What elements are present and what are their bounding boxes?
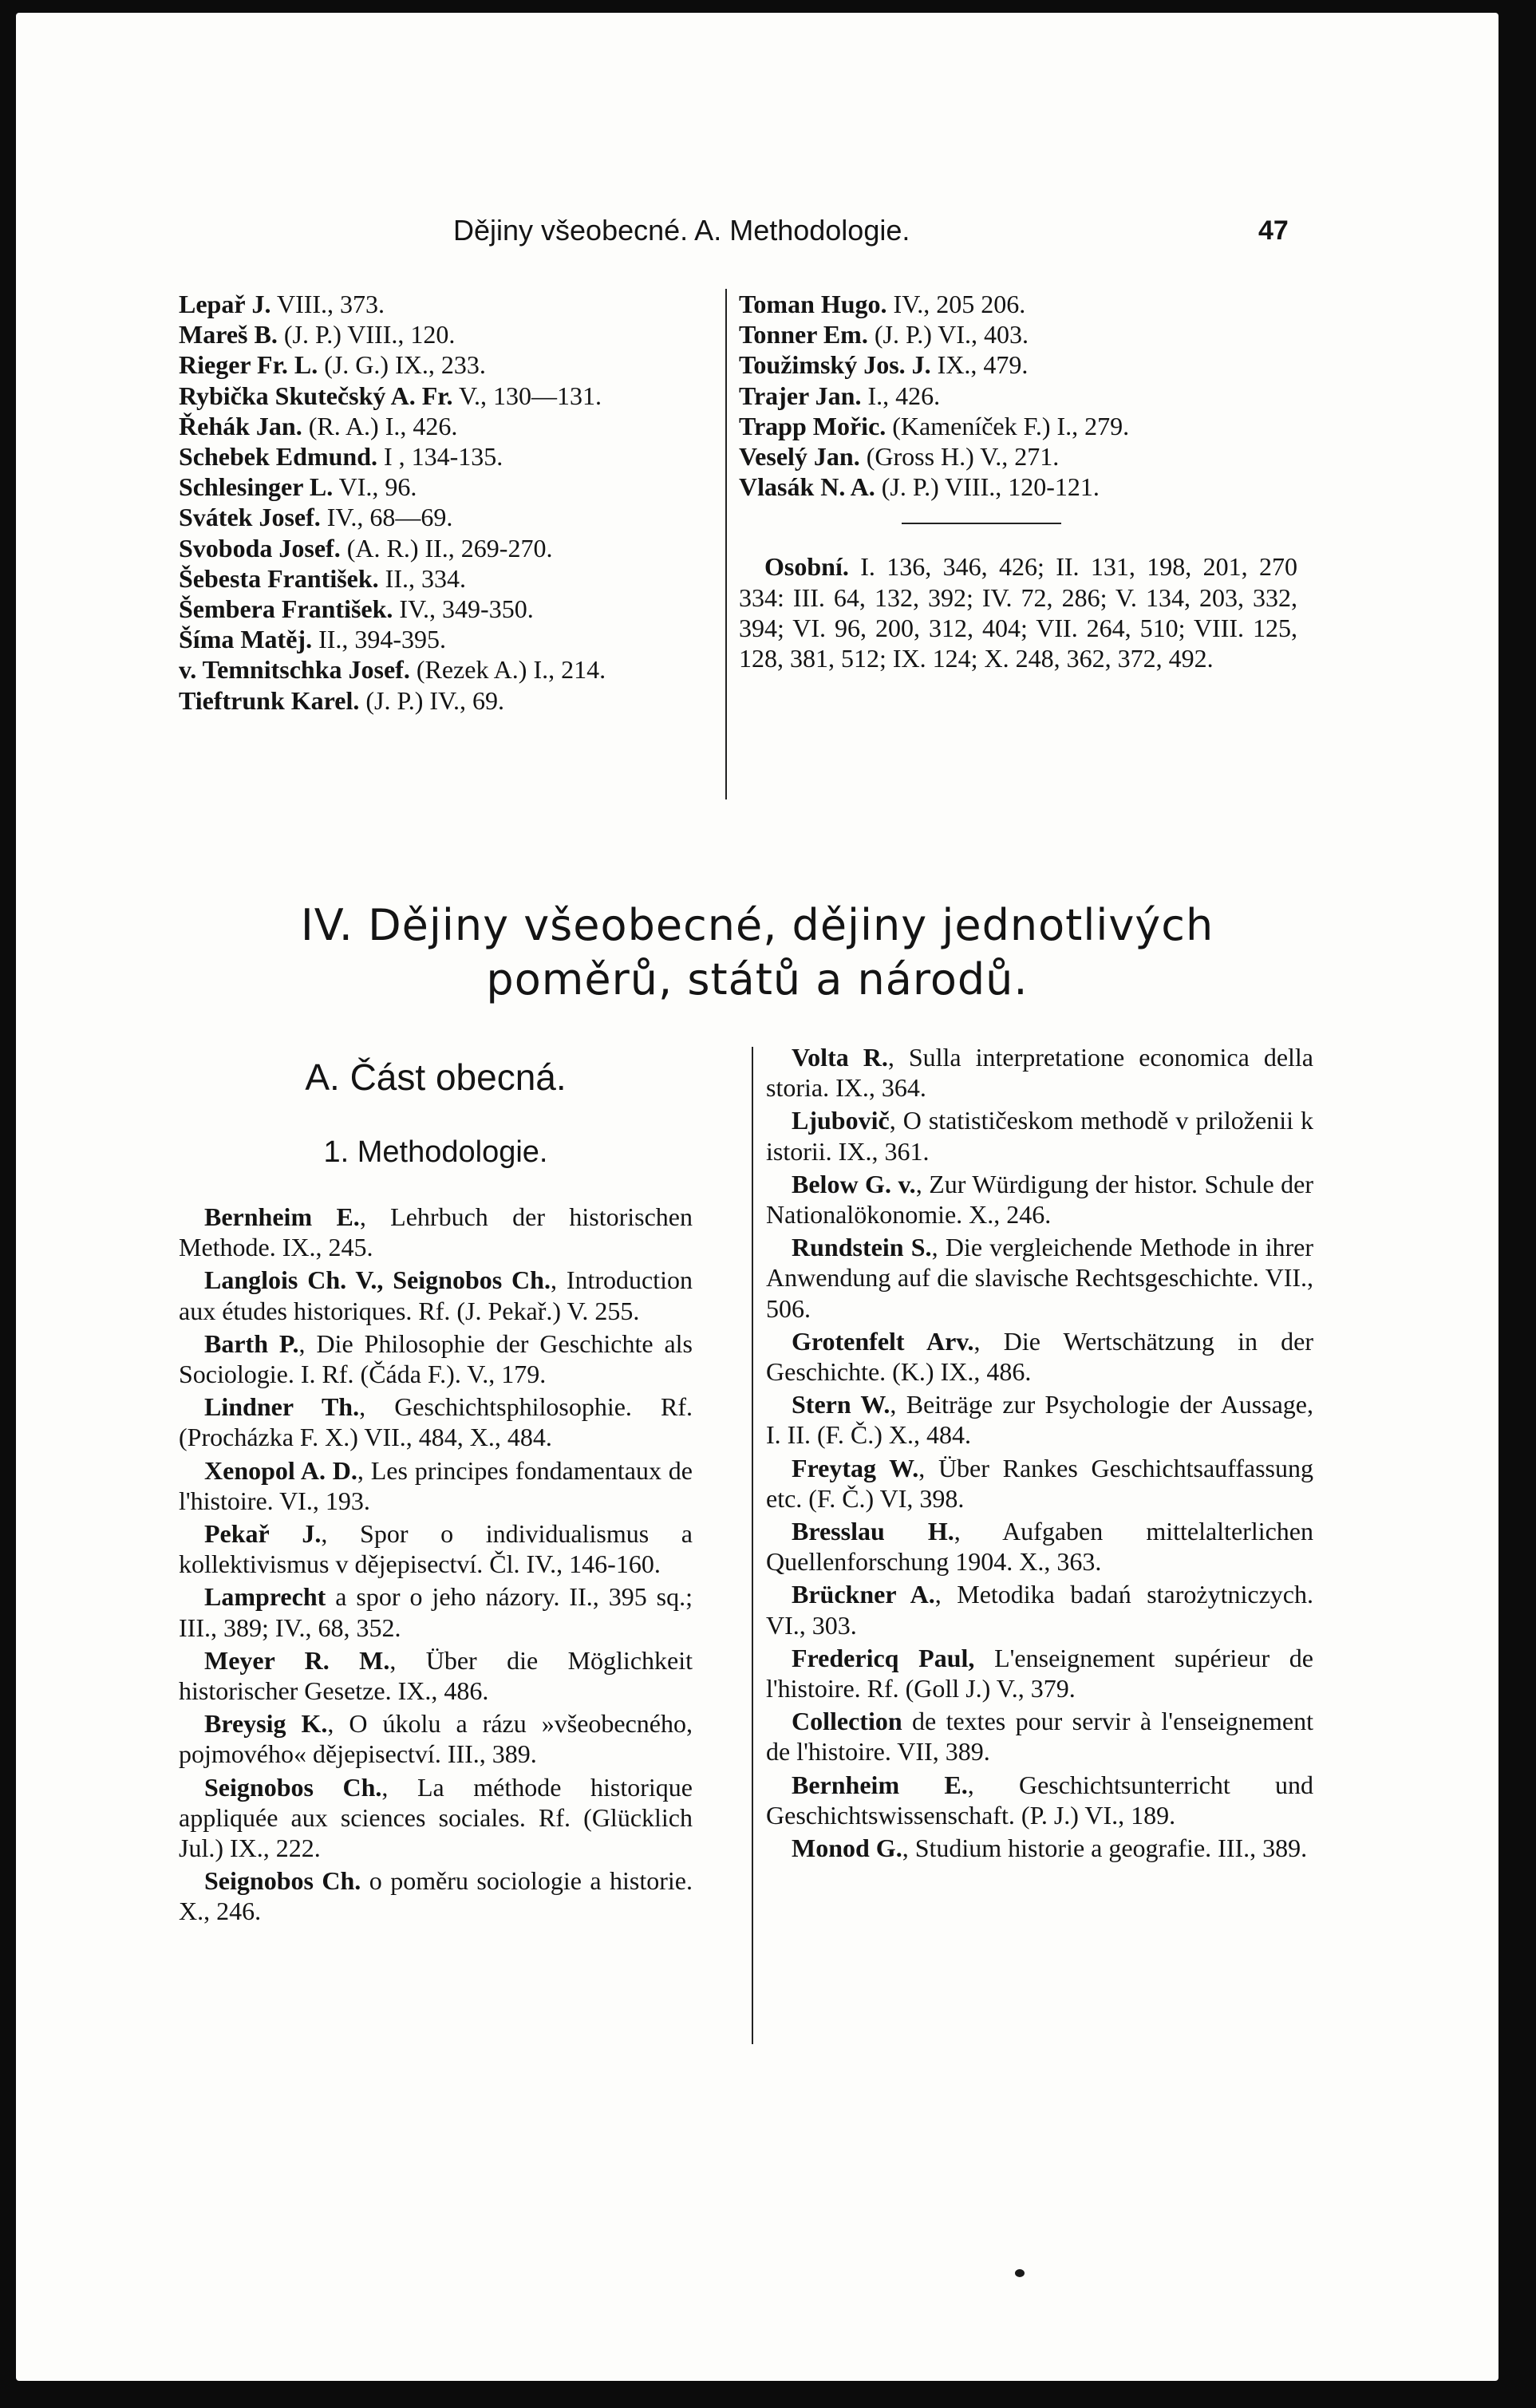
index-entry xyxy=(739,289,1297,319)
entry-details: (Kameníček F.) I., 279. xyxy=(886,411,1130,440)
entry-author: Vlasák N. A. xyxy=(739,472,875,502)
entry-author: Seignobos Ch. xyxy=(204,1866,361,1896)
bibliography-entry xyxy=(179,1708,693,1769)
entry-details: VI., 96. xyxy=(333,472,417,502)
sub-heading: 1. Methodologie. xyxy=(323,1135,548,1169)
entry-author: v. Temnitschka Josef. xyxy=(179,655,410,685)
part-heading: A. Část obecná. xyxy=(305,1056,567,1098)
entry-details: de textes pour servir à l'enseignement de l'histoire. VII, 389. xyxy=(766,1707,1313,1767)
entry-details: , Über die Möglichkeit historischer Gesetze. IX., 486. xyxy=(179,1645,693,1706)
entry-details: , Introduction aux études historiques. Rf. (J. Pekař.) V. 255. xyxy=(179,1265,693,1325)
entry-author: Lepař J. xyxy=(179,290,271,318)
entry-author: Grotenfelt Arv. xyxy=(792,1326,974,1356)
entry-author: Stern W. xyxy=(792,1390,890,1419)
entry-details: (J. P.) VI., 403. xyxy=(867,320,1029,349)
entry-author: Toužimský Jos. J. xyxy=(739,350,931,380)
index-entry xyxy=(179,441,693,472)
section-title-line-2: poměrů, států a národů. xyxy=(486,954,1029,1005)
bibliography-entry xyxy=(766,1770,1313,1830)
bibliography-entry xyxy=(179,1645,693,1706)
entry-author: Breysig K. xyxy=(204,1709,328,1739)
entry-author: Collection xyxy=(792,1707,902,1736)
entry-author: Xenopol A. D. xyxy=(204,1455,357,1485)
index-column-right xyxy=(739,289,1297,673)
index-entry xyxy=(179,654,693,685)
index-entry xyxy=(739,349,1297,380)
entry-author: Rieger Fr. L. xyxy=(179,350,318,380)
bibliography-entry xyxy=(766,1706,1313,1767)
page-number: 47 xyxy=(1258,215,1289,246)
entry-author: Ljubovič xyxy=(792,1106,890,1135)
index-entry xyxy=(179,533,693,563)
index-entry xyxy=(739,472,1297,502)
index-entry xyxy=(179,594,693,624)
entry-author: Fredericq Paul, xyxy=(792,1643,975,1672)
entry-details: , Aufgaben mittelalterlichen Quellenforschung 1904. X., 363. xyxy=(766,1517,1314,1577)
entry-details: , Sulla interpretatione economica della storia. IX., 364. xyxy=(766,1043,1314,1103)
entry-author: Šembera František. xyxy=(179,594,393,624)
entry-author: Meyer R. M. xyxy=(204,1645,390,1675)
index-entry xyxy=(739,319,1297,349)
entry-author: Pekař J. xyxy=(204,1519,322,1549)
index-entry xyxy=(179,319,693,349)
entry-details: IV., 68—69. xyxy=(320,503,453,532)
entry-details: VIII., 373. xyxy=(270,290,385,318)
entry-details: , Geschichtsphilosophie. Rf. (Procházka F. X.) VII., 484, X., 484. xyxy=(179,1392,693,1452)
running-title: Dějiny všeobecné. A. Methodologie. xyxy=(453,214,910,247)
entry-author: Seignobos Ch. xyxy=(204,1772,382,1802)
entry-author: Bernheim E. xyxy=(792,1770,968,1799)
entry-details: I., 426. xyxy=(861,381,941,410)
entry-author: Veselý Jan. xyxy=(739,442,860,472)
osobni-label: Osobní. xyxy=(764,552,849,582)
entry-details: II., 334. xyxy=(378,563,466,593)
column-divider-top xyxy=(725,289,727,799)
index-entry xyxy=(179,381,693,411)
bibliography-entry xyxy=(179,1202,693,1262)
separator-rule xyxy=(902,523,1061,524)
entry-details: (J. G.) IX., 233. xyxy=(318,350,486,380)
entry-author: Tieftrunk Karel. xyxy=(179,685,360,715)
entry-author: Lamprecht xyxy=(204,1582,326,1612)
osobni-references: I. 136, 346, 426; II. 131, 198, 201, 270 334: III. 64, 132, 392; IV. 72, 286; V. 134, 203, 332, 394; VI. 96, 200, 312, 404; VII. 264, 510; VIII. 125, 128, 381, 512; IX. 124; X. 248, 362, 372, 492. xyxy=(739,552,1297,673)
entry-author: Svoboda Josef. xyxy=(179,533,341,563)
entry-details: IX., 479. xyxy=(930,350,1029,380)
index-entry xyxy=(739,381,1297,411)
entry-author: Svátek Josef. xyxy=(179,503,321,532)
entry-details: , Lehrbuch der historischen Methode. IX., 245. xyxy=(179,1202,693,1262)
index-entry xyxy=(739,441,1297,472)
entry-author: Toman Hugo. xyxy=(739,290,887,318)
entry-author: Lindner Th. xyxy=(204,1392,360,1422)
entry-author: Trapp Mořic. xyxy=(739,411,886,440)
bibliography-column-right xyxy=(766,1042,1313,1863)
entry-details: , Über Rankes Geschichtsauffassung etc. (F. Č.) VI, 398. xyxy=(766,1453,1314,1513)
entry-details: o poměru sociologie a historie. X., 246. xyxy=(179,1866,693,1926)
page-header xyxy=(16,211,1498,251)
entry-details: , Zur Würdigung der histor. Schule der Nationalökonomie. X., 246. xyxy=(766,1169,1314,1230)
entry-author: Řehák Jan. xyxy=(179,411,302,440)
entry-details: L'enseignement supérieur de l'histoire. Rf. (Goll J.) V., 379. xyxy=(766,1643,1314,1703)
entry-author: Šebesta František. xyxy=(179,563,379,593)
entry-details: , Beiträge zur Psychologie der Aussage, I. II. (F. Č.) X., 484. xyxy=(766,1390,1314,1450)
entry-details: IV., 349-350. xyxy=(393,594,534,624)
index-entry xyxy=(179,502,693,532)
entry-details: , Les principes fondamentaux de l'histoire. VI., 193. xyxy=(179,1455,693,1515)
entry-details: (J. P.) IV., 69. xyxy=(359,685,505,715)
entry-details: a spor o jeho názory. II., 395 sq.; III., 389; IV., 68, 352. xyxy=(179,1582,693,1642)
entry-author: Schebek Edmund. xyxy=(179,442,377,472)
index-entry xyxy=(179,472,693,502)
bibliography-entry xyxy=(179,1772,693,1864)
bibliography-entry xyxy=(179,1865,693,1926)
entry-author: Brückner A. xyxy=(792,1580,935,1609)
bibliography-entry xyxy=(766,1042,1313,1103)
entry-author: Freytag W. xyxy=(792,1453,919,1482)
entry-details: , La méthode historique appliquée aux sciences sociales. Rf. (Glücklich Jul.) IX., 222. xyxy=(179,1772,693,1863)
entry-author: Šíma Matěj. xyxy=(179,625,313,654)
bibliography-column-left xyxy=(179,1042,693,1927)
bibliography-entry xyxy=(179,1265,693,1325)
entry-author: Mareš B. xyxy=(179,320,278,349)
index-list-right xyxy=(739,289,1297,502)
index-entry xyxy=(179,349,693,380)
bibliography-entry xyxy=(179,1581,693,1642)
entry-author: Langlois Ch. V., Seignobos Ch. xyxy=(204,1265,551,1295)
entry-details: , Spor o individualismus a kollektivismus v dějepisectví. Čl. IV., 146-160. xyxy=(179,1519,693,1579)
bibliography-entry xyxy=(766,1453,1313,1514)
entry-author: Monod G. xyxy=(792,1834,902,1863)
entry-author: Bernheim E. xyxy=(204,1202,360,1231)
entry-details: , Die vergleichende Methode in ihrer Anwendung auf die slavische Rechtsgeschichte. VII., 506. xyxy=(766,1233,1314,1323)
index-entry xyxy=(739,411,1297,441)
entry-author: Bresslau H. xyxy=(792,1517,954,1546)
bibliography-entry xyxy=(179,1455,693,1516)
entry-author: Volta R. xyxy=(792,1043,888,1072)
entry-author: Barth P. xyxy=(204,1328,299,1358)
entry-details: , O statističeskom methodě v priloženii k istorii. IX., 361. xyxy=(766,1106,1313,1166)
entry-details: (Rezek A.) I., 214. xyxy=(409,655,606,685)
bibliography-entry xyxy=(766,1579,1313,1640)
bibliography-list-right xyxy=(766,1042,1313,1863)
entry-details: , Studium historie a geografie. III., 389. xyxy=(902,1834,1308,1863)
entry-details: (A. R.) II., 269-270. xyxy=(340,533,553,563)
bibliography-entry xyxy=(766,1833,1313,1863)
entry-author: Schlesinger L. xyxy=(179,472,334,502)
bibliography-entry xyxy=(766,1643,1313,1703)
column-divider-bottom xyxy=(752,1047,753,2044)
entry-details: I , 134-135. xyxy=(377,442,503,472)
entry-author: Below G. v. xyxy=(792,1169,916,1198)
index-entry xyxy=(179,624,693,654)
bibliography-entry xyxy=(766,1516,1313,1577)
entry-details: (J. P.) VIII., 120-121. xyxy=(875,472,1100,502)
entry-details: , Metodika badań starożytniczych. VI., 303. xyxy=(766,1580,1314,1640)
entry-details: IV., 205 206. xyxy=(886,290,1026,318)
entry-author: Tonner Em. xyxy=(739,320,868,349)
index-entry xyxy=(179,685,693,716)
section-title xyxy=(16,898,1498,1007)
book-page xyxy=(16,13,1498,2381)
index-entry xyxy=(179,563,693,594)
bibliography-entry xyxy=(766,1169,1313,1230)
bibliography-entry xyxy=(766,1105,1313,1166)
bibliography-entry xyxy=(766,1326,1313,1387)
entry-author: Rybička Skutečský A. Fr. xyxy=(179,381,453,410)
index-column-left xyxy=(179,289,693,716)
ink-dot xyxy=(1015,2269,1025,2277)
entry-details: II., 394-395. xyxy=(312,625,447,654)
bibliography-entry xyxy=(179,1328,693,1389)
osobni-entry xyxy=(739,551,1297,673)
entry-details: (R. A.) I., 426. xyxy=(302,411,458,440)
bibliography-entry xyxy=(766,1389,1313,1450)
bibliography-entry xyxy=(179,1518,693,1579)
entry-author: Trajer Jan. xyxy=(739,381,862,410)
index-entry xyxy=(179,289,693,319)
entry-details: V., 130—131. xyxy=(452,381,602,410)
bibliography-list-left xyxy=(179,1202,693,1927)
index-list-left xyxy=(179,289,693,716)
bibliography-entry xyxy=(179,1392,693,1452)
section-title-line-1: IV. Dějiny všeobecné, dějiny jednotlivých xyxy=(300,900,1214,950)
entry-details: , Geschichtsunterricht und Geschichtswissenschaft. (P. J.) VI., 189. xyxy=(766,1770,1314,1830)
entry-author: Rundstein S. xyxy=(792,1233,932,1262)
entry-details: (Gross H.) V., 271. xyxy=(859,442,1060,472)
index-entry xyxy=(179,411,693,441)
entry-details: , Die Wertschätzung in der Geschichte. (K.) IX., 486. xyxy=(766,1326,1314,1387)
entry-details: (J. P.) VIII., 120. xyxy=(277,320,456,349)
entry-details: , Die Philosophie der Geschichte als Sociologie. I. Rf. (Čáda F.). V., 179. xyxy=(179,1328,693,1389)
bibliography-entry xyxy=(766,1232,1313,1324)
entry-details: , O úkolu a rázu »všeobecného, pojmového« dějepisectví. III., 389. xyxy=(179,1709,693,1769)
